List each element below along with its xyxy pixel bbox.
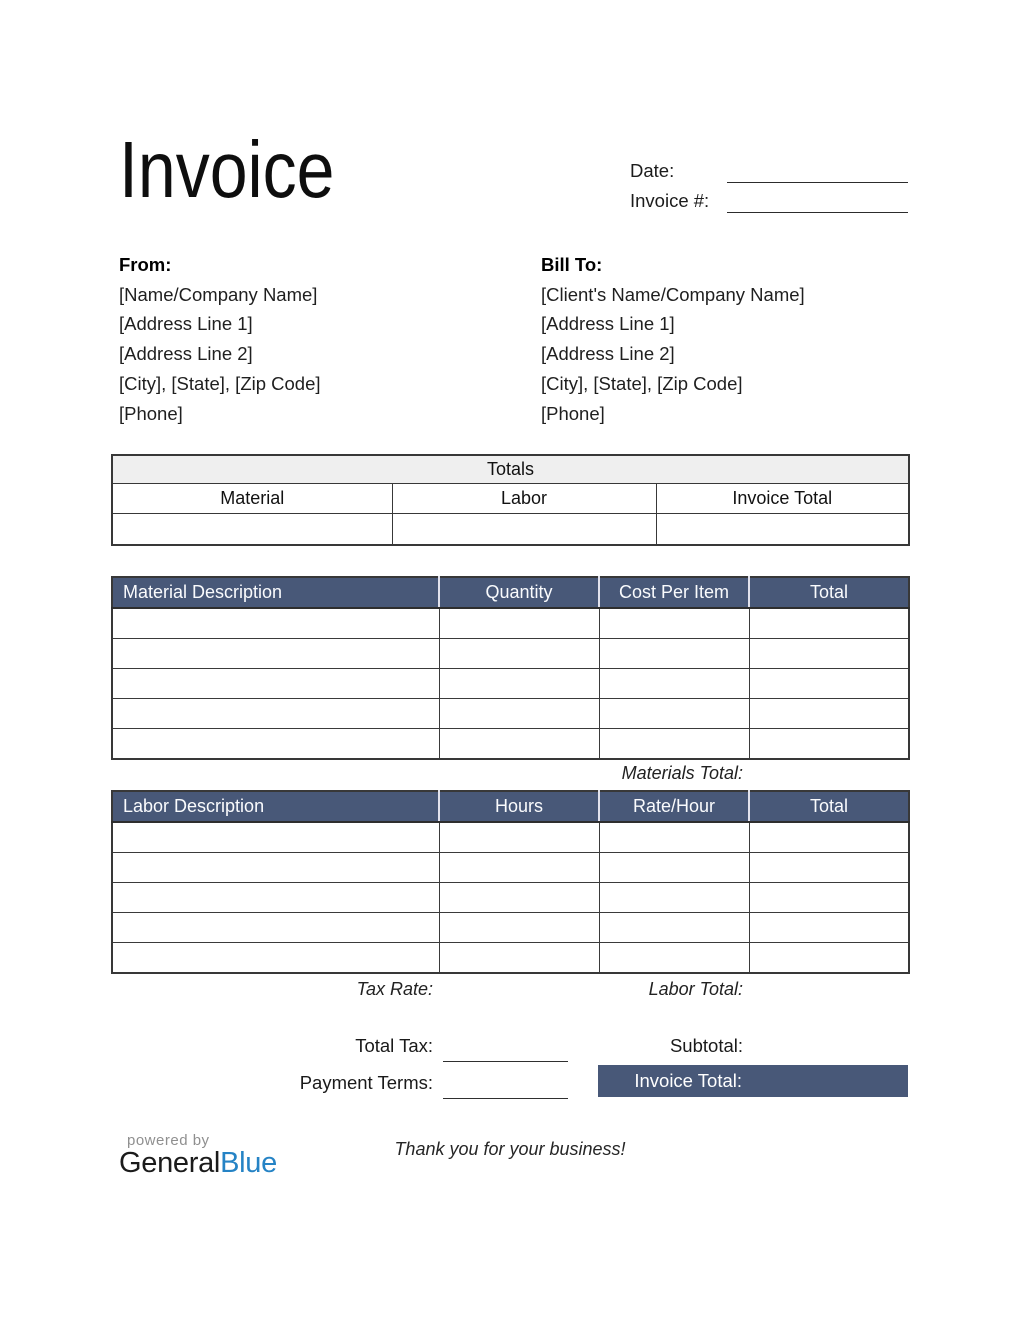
table-cell[interactable] (112, 853, 439, 883)
totals-col-labor: Labor (392, 484, 656, 514)
table-cell[interactable] (749, 608, 909, 639)
table-cell[interactable] (112, 883, 439, 913)
bill-to-block (541, 250, 805, 428)
table-cell[interactable] (749, 639, 909, 669)
powered-by-text: powered by (127, 1132, 210, 1149)
table-cell[interactable] (599, 699, 749, 729)
table-cell[interactable] (599, 883, 749, 913)
from-city-state-zip: [City], [State], [Zip Code] (119, 372, 321, 394)
table-cell[interactable] (749, 883, 909, 913)
date-row (630, 155, 908, 183)
table-cell[interactable] (112, 608, 439, 639)
bill-to-label: Bill To: (541, 254, 603, 275)
table-cell[interactable] (112, 822, 439, 853)
labor-col-hours: Hours (439, 791, 599, 822)
table-cell[interactable] (439, 943, 599, 974)
totals-invoice-total-value[interactable] (656, 514, 909, 546)
totals-col-invoice-total: Invoice Total (656, 484, 909, 514)
bill-to-city-state-zip: [City], [State], [Zip Code] (541, 372, 743, 394)
table-row (112, 608, 909, 639)
date-label: Date: (630, 160, 675, 181)
labor-header-row (112, 791, 909, 822)
table-cell[interactable] (599, 853, 749, 883)
logo-general-text: General (119, 1147, 221, 1179)
table-cell[interactable] (112, 943, 439, 974)
table-cell[interactable] (439, 639, 599, 669)
table-row (112, 913, 909, 943)
materials-total-label: Materials Total: (621, 763, 743, 783)
table-row (112, 943, 909, 974)
table-cell[interactable] (439, 669, 599, 699)
table-row (112, 699, 909, 729)
table-cell[interactable] (599, 639, 749, 669)
materials-col-quantity: Quantity (439, 577, 599, 608)
totals-table (111, 454, 910, 546)
from-label: From: (119, 254, 172, 275)
logo-blue-text: Blue (220, 1147, 277, 1179)
from-phone: [Phone] (119, 402, 183, 424)
materials-header-row (112, 577, 909, 608)
bill-to-address-2: [Address Line 2] (541, 343, 675, 365)
from-block (119, 250, 321, 428)
materials-col-total: Total (749, 577, 909, 608)
table-row (112, 853, 909, 883)
general-blue-logo (119, 1147, 277, 1180)
total-tax-label: Total Tax: (355, 1035, 433, 1056)
table-cell[interactable] (749, 913, 909, 943)
table-cell[interactable] (749, 729, 909, 760)
table-row (112, 883, 909, 913)
table-cell[interactable] (599, 669, 749, 699)
invoice-number-field[interactable] (727, 188, 908, 213)
table-cell[interactable] (439, 883, 599, 913)
table-row (112, 639, 909, 669)
table-cell[interactable] (749, 943, 909, 974)
table-cell[interactable] (112, 669, 439, 699)
totals-col-material: Material (112, 484, 392, 514)
labor-table (111, 790, 910, 974)
payment-terms-label: Payment Terms: (299, 1072, 433, 1093)
table-cell[interactable] (599, 943, 749, 974)
page-title: Invoice (119, 125, 335, 214)
labor-col-rate: Rate/Hour (599, 791, 749, 822)
table-cell[interactable] (749, 822, 909, 853)
bill-to-name: [Client's Name/Company Name] (541, 283, 805, 305)
table-cell[interactable] (599, 608, 749, 639)
table-cell[interactable] (749, 853, 909, 883)
from-name: [Name/Company Name] (119, 283, 318, 305)
materials-col-cost: Cost Per Item (599, 577, 749, 608)
table-cell[interactable] (112, 729, 439, 760)
table-cell[interactable] (599, 729, 749, 760)
from-address-2: [Address Line 2] (119, 343, 253, 365)
table-cell[interactable] (749, 699, 909, 729)
totals-labor-value[interactable] (392, 514, 656, 546)
table-cell[interactable] (439, 913, 599, 943)
table-cell[interactable] (439, 729, 599, 760)
materials-table (111, 576, 910, 760)
table-cell[interactable] (439, 822, 599, 853)
labor-col-total: Total (749, 791, 909, 822)
invoice-total-bar: Invoice Total: (598, 1065, 908, 1097)
tax-rate-label: Tax Rate: (356, 979, 433, 999)
table-cell[interactable] (112, 639, 439, 669)
table-row (112, 822, 909, 853)
totals-title: Totals (112, 455, 909, 484)
totals-value-row (112, 514, 909, 546)
table-row (112, 729, 909, 760)
table-row (112, 669, 909, 699)
table-cell[interactable] (599, 822, 749, 853)
table-cell[interactable] (439, 853, 599, 883)
invoice-meta (630, 155, 908, 213)
table-cell[interactable] (749, 669, 909, 699)
from-address-1: [Address Line 1] (119, 313, 253, 335)
bill-to-address-1: [Address Line 1] (541, 313, 675, 335)
table-cell[interactable] (599, 913, 749, 943)
labor-total-label: Labor Total: (648, 979, 743, 999)
labor-col-description: Labor Description (112, 791, 439, 822)
invoice-number-row (630, 185, 908, 213)
thank-you-message: Thank you for your business! (394, 1139, 626, 1159)
table-cell[interactable] (439, 608, 599, 639)
table-cell[interactable] (439, 699, 599, 729)
totals-material-value[interactable] (112, 514, 392, 546)
table-cell[interactable] (112, 913, 439, 943)
bill-to-phone: [Phone] (541, 402, 605, 424)
totals-header-row (112, 484, 909, 514)
table-cell[interactable] (112, 699, 439, 729)
materials-col-description: Material Description (112, 577, 439, 608)
invoice-number-label: Invoice #: (630, 190, 710, 211)
totals-title-row (112, 455, 909, 484)
payment-terms-field[interactable] (443, 1077, 568, 1099)
date-field[interactable] (727, 158, 908, 183)
subtotal-label: Subtotal: (669, 1035, 743, 1056)
